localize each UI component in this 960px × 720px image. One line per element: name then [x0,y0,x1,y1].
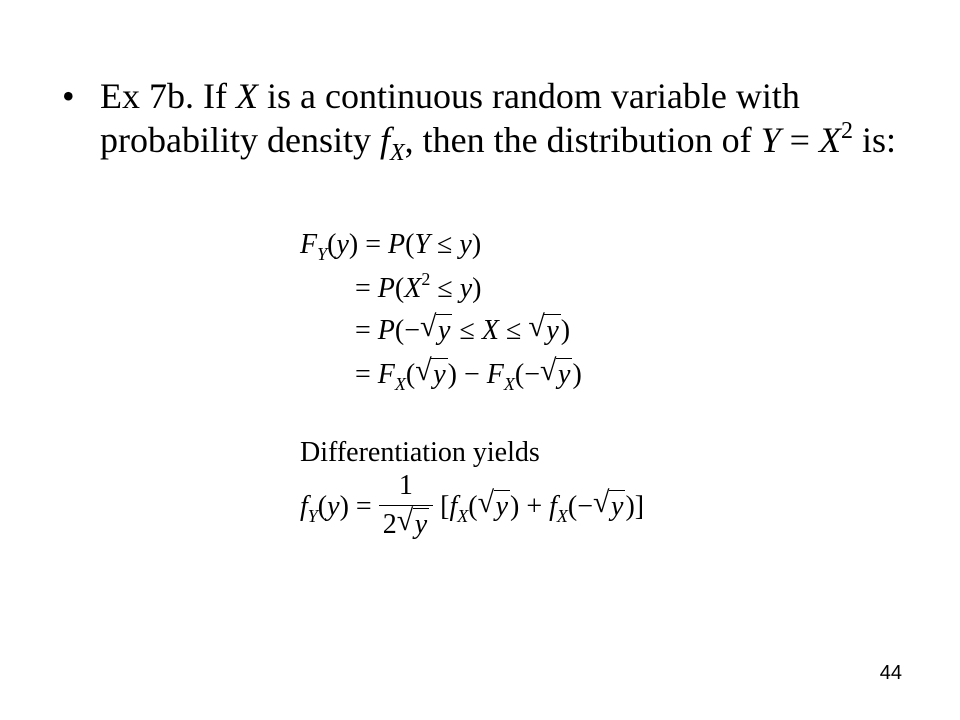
variable-x: X [235,76,258,116]
equation-line-2: = $P(X^2 \le y)$ [355,269,482,304]
variable-y: Y [760,120,781,160]
variable-x: X [818,120,841,160]
equals-sign: = [780,120,819,160]
bullet-text [100,74,920,167]
page-number: 44 [879,662,902,684]
bullet-text-part: Ex 7b. If [100,76,236,116]
equation-line-5: $f_Y(y)$ = 1 2 √ y [$f_X$( √ $y) + f_X(-$ √ y)] [300,470,645,540]
bullet-text-part: , then the distribution of [404,120,761,160]
equation-line-1: $F_Y(y) = P(Y \le y)$ [300,229,482,264]
exponent-2: 2 [840,118,853,144]
density-f: f [379,120,390,160]
equation-line-4: = $F_X$( √ $y) - F_X(-$ √ y) [355,354,582,394]
equation-line-3: = P(− √ y ≤ X ≤ √ y) [355,310,571,346]
bullet-text-part: is a continuous random variable with probability density [100,76,800,160]
bullet-text-part: is: [852,120,896,160]
subscript-x: X [389,140,405,166]
bullet-marker: • [62,76,75,116]
differentiation-label: Differentiation yields [300,437,540,468]
